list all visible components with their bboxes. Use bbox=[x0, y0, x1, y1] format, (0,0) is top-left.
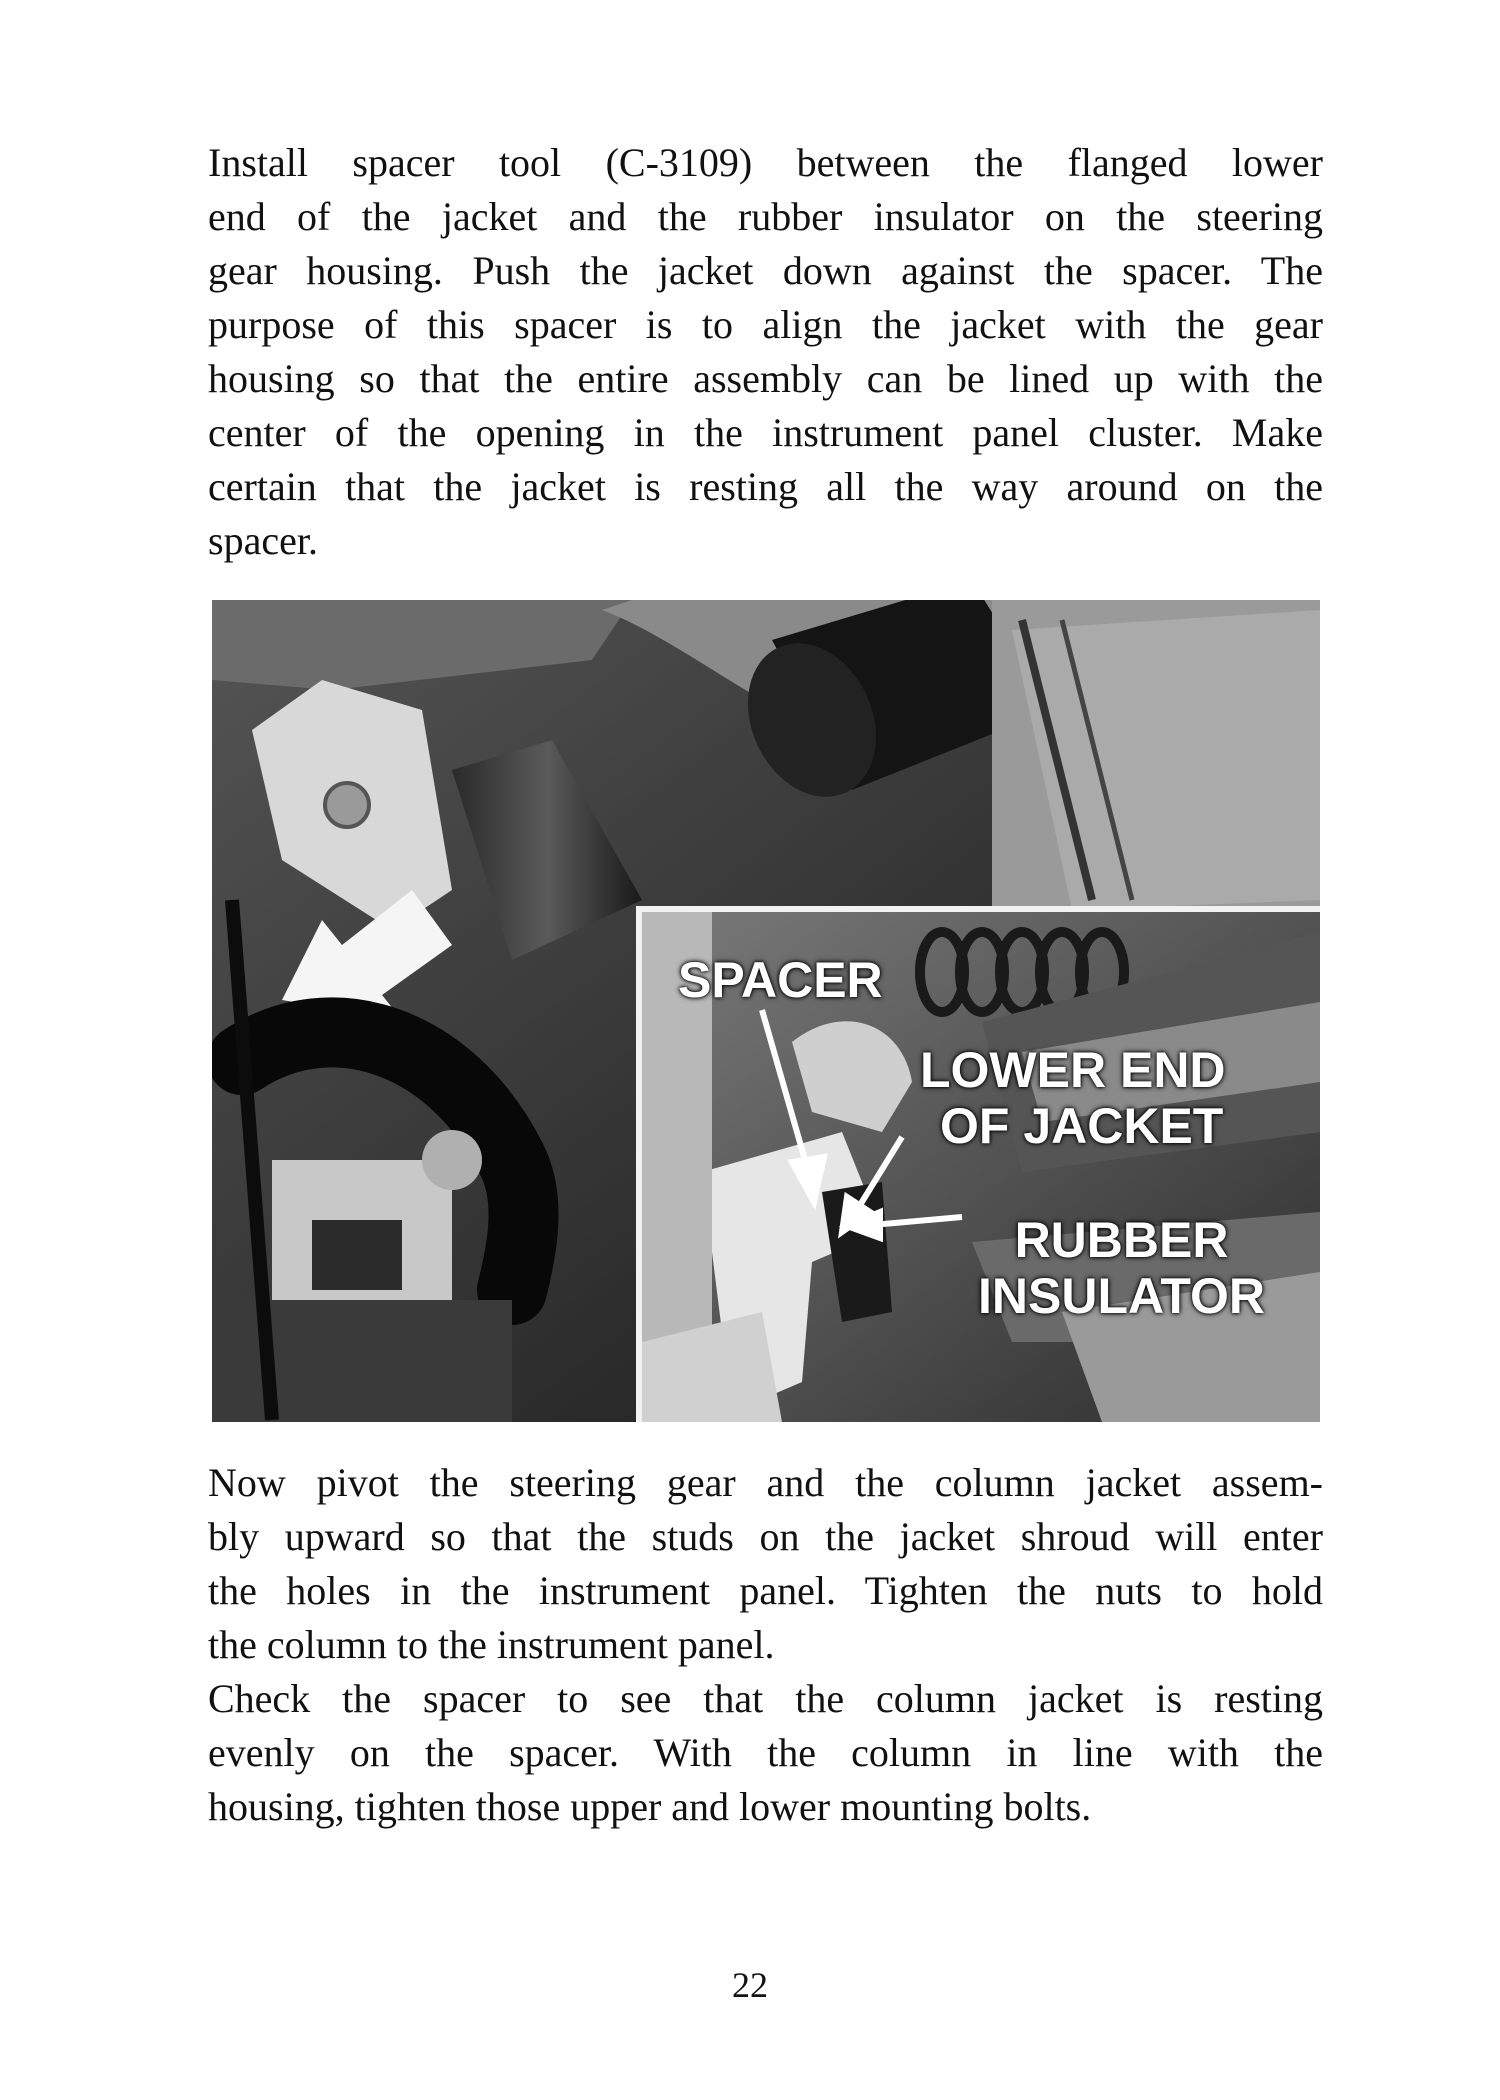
callout-line: INSULATOR bbox=[978, 1268, 1266, 1324]
text-line: housing, tighten those upper and lower mounting bolts. bbox=[208, 1784, 1092, 1829]
text-line: housing so that the entire assembly can be lined up with the bbox=[208, 356, 1323, 401]
intro-paragraph bbox=[208, 136, 1323, 568]
text-line: the column to the instrument panel. bbox=[208, 1622, 775, 1667]
text-line: center of the opening in the instrument panel cluster. Make bbox=[208, 410, 1323, 455]
callout-lower-end-of-jacket bbox=[920, 1042, 1226, 1154]
callout-line: OF JACKET bbox=[940, 1098, 1224, 1154]
text-line: Install spacer tool (C-3109) between the flanged lower bbox=[208, 140, 1323, 185]
text-line: spacer. bbox=[208, 518, 318, 563]
text-line: gear housing. Push the jacket down against the spacer. The bbox=[208, 248, 1323, 293]
text-line: bly upward so that the studs on the jacket shroud will enter bbox=[208, 1514, 1323, 1559]
text-line: purpose of this spacer is to align the jacket with the gear bbox=[208, 302, 1323, 347]
text-line: end of the jacket and the rubber insulator on the steering bbox=[208, 194, 1323, 239]
callout-line: RUBBER bbox=[1014, 1212, 1229, 1268]
page-number: 22 bbox=[732, 1965, 768, 2005]
callout-rubber-insulator bbox=[978, 1212, 1265, 1324]
text-line: Check the spacer to see that the column jacket is resting bbox=[208, 1676, 1323, 1721]
steering-column-photo bbox=[212, 600, 1320, 1422]
callout-line: LOWER END bbox=[920, 1042, 1226, 1098]
text-line: the holes in the instrument panel. Tighten the nuts to hold bbox=[208, 1568, 1323, 1613]
text-line: certain that the jacket is resting all the way around on the bbox=[208, 464, 1323, 509]
callout-spacer-text: SPACER bbox=[678, 952, 883, 1008]
check-paragraph bbox=[208, 1672, 1323, 1834]
pivot-paragraph bbox=[208, 1456, 1323, 1672]
text-line: evenly on the spacer. With the column in line with the bbox=[208, 1730, 1323, 1775]
detail-inset bbox=[636, 906, 1320, 1422]
text-line: Now pivot the steering gear and the column jacket assem- bbox=[208, 1460, 1323, 1505]
callout-spacer bbox=[678, 952, 883, 1008]
